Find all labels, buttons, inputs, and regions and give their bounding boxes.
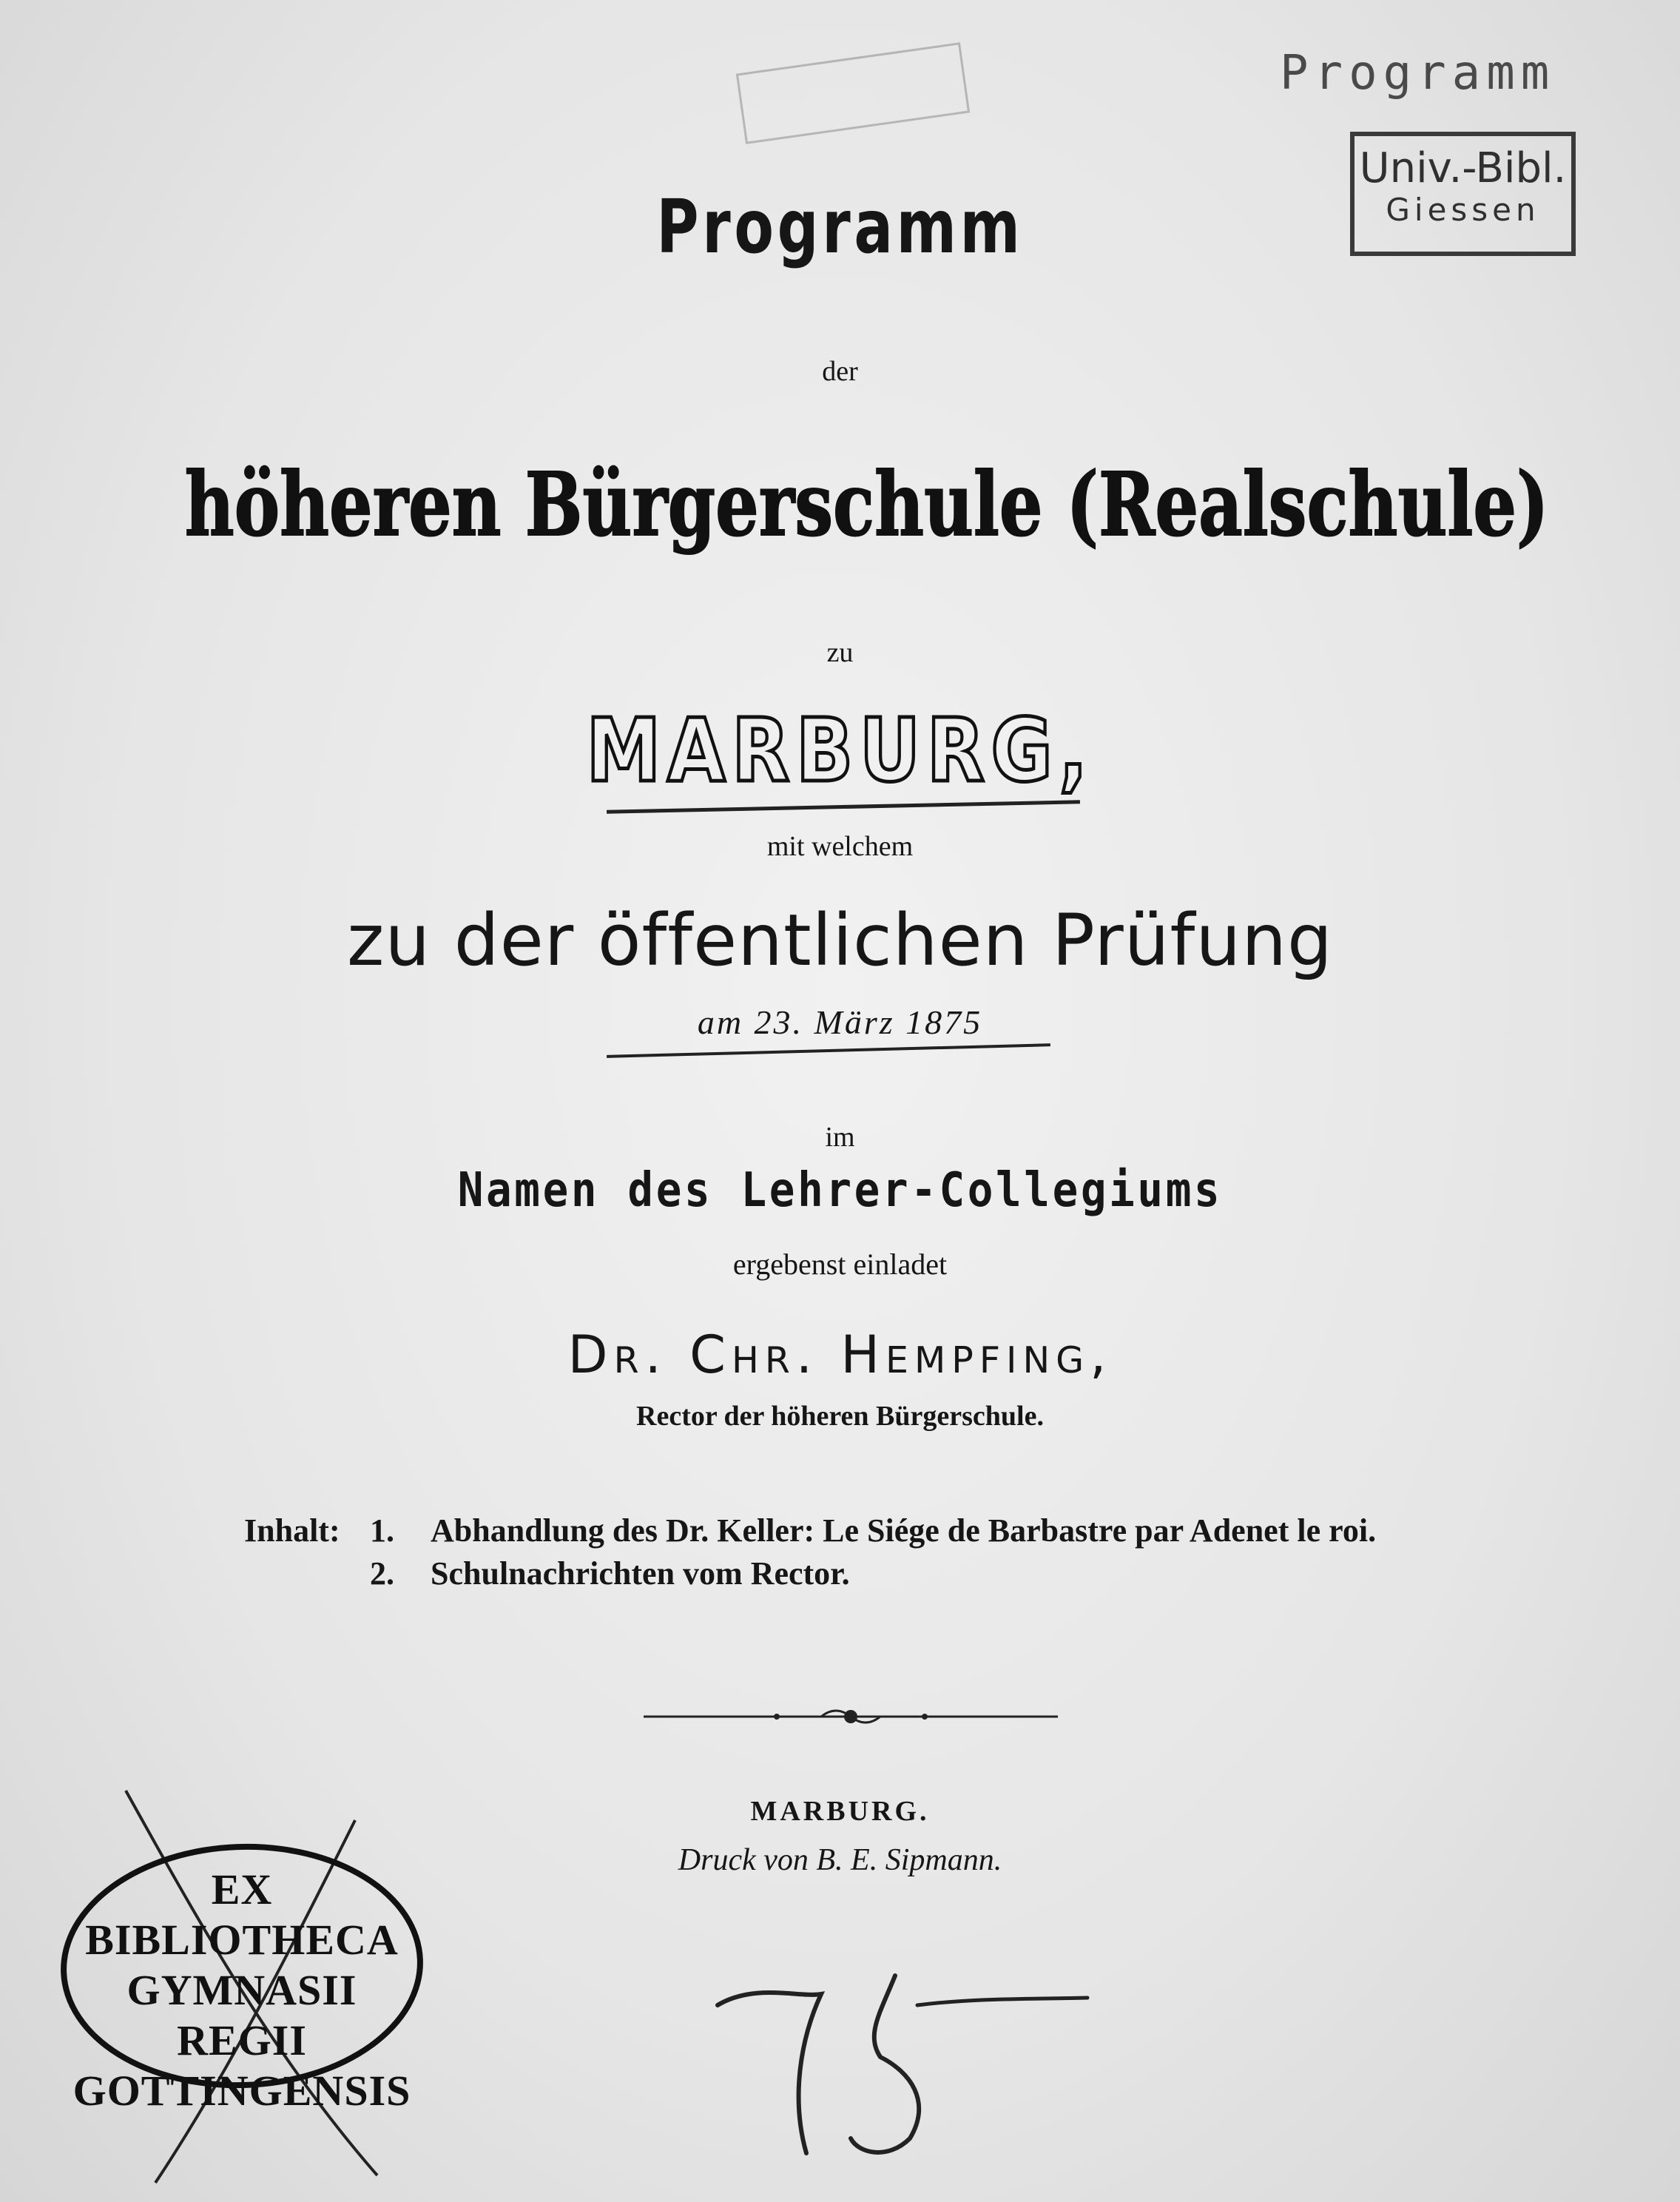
oval-line: BIBLIOTHECA — [85, 1916, 399, 1964]
oval-line: EX — [211, 1865, 273, 1913]
invitation-text: ergebenst einladet — [732, 1248, 948, 1281]
library-stamp-line1: Univ.-Bibl. — [1359, 144, 1567, 192]
title-im: im — [825, 1122, 855, 1153]
faint-rectangular-stamp — [736, 42, 970, 144]
rector-title: Rector der höheren Bürgerschule. — [636, 1401, 1044, 1432]
exam-heading: zu der öffentlichen Prüfung — [347, 899, 1333, 982]
oval-line: GOTTINGENSIS — [72, 2067, 411, 2115]
ornament-divider-icon — [644, 1702, 1058, 1731]
contents-label: Inhalt: — [244, 1512, 340, 1549]
programm-stamp: Programm — [1280, 46, 1556, 101]
contents-item-number: 2. — [370, 1555, 394, 1592]
school-name: höheren Bürgerschule (Realschule) — [184, 453, 1549, 556]
title-programm: Programm — [656, 184, 1024, 270]
contents-item-number: 1. — [370, 1512, 394, 1549]
library-stamp-line2: Giessen — [1386, 192, 1540, 228]
contents-list — [244, 1509, 1376, 1595]
imprint-printer: Druck von B. E. Sipmann. — [678, 1843, 1002, 1877]
contents-item-text: Schulnachrichten vom Rector. — [431, 1555, 850, 1592]
city-name: MARBURG, — [586, 699, 1094, 801]
contents-item-text: Abhandlung des Dr. Keller: Le Siége de Barbastre par Adenet le roi. — [431, 1512, 1377, 1549]
imprint-place: MARBURG. — [750, 1796, 930, 1827]
contents-row-1 — [244, 1509, 1376, 1552]
exam-date: am 23. März 1875 — [697, 1003, 983, 1041]
faculty-heading: Namen des Lehrer-Collegiums — [457, 1163, 1223, 1218]
title-mit-welchem: mit welchem — [766, 831, 914, 862]
handwritten-number — [710, 1953, 1095, 2175]
oval-stamp-text — [61, 1865, 423, 2116]
title-der: der — [822, 356, 858, 387]
title-zu: zu — [826, 637, 854, 668]
oval-line: GYMNASII REGII — [126, 1966, 357, 2064]
contents-row-2 — [244, 1552, 1376, 1595]
rector-name: Dr. Chr. Hempfing, — [567, 1324, 1113, 1385]
